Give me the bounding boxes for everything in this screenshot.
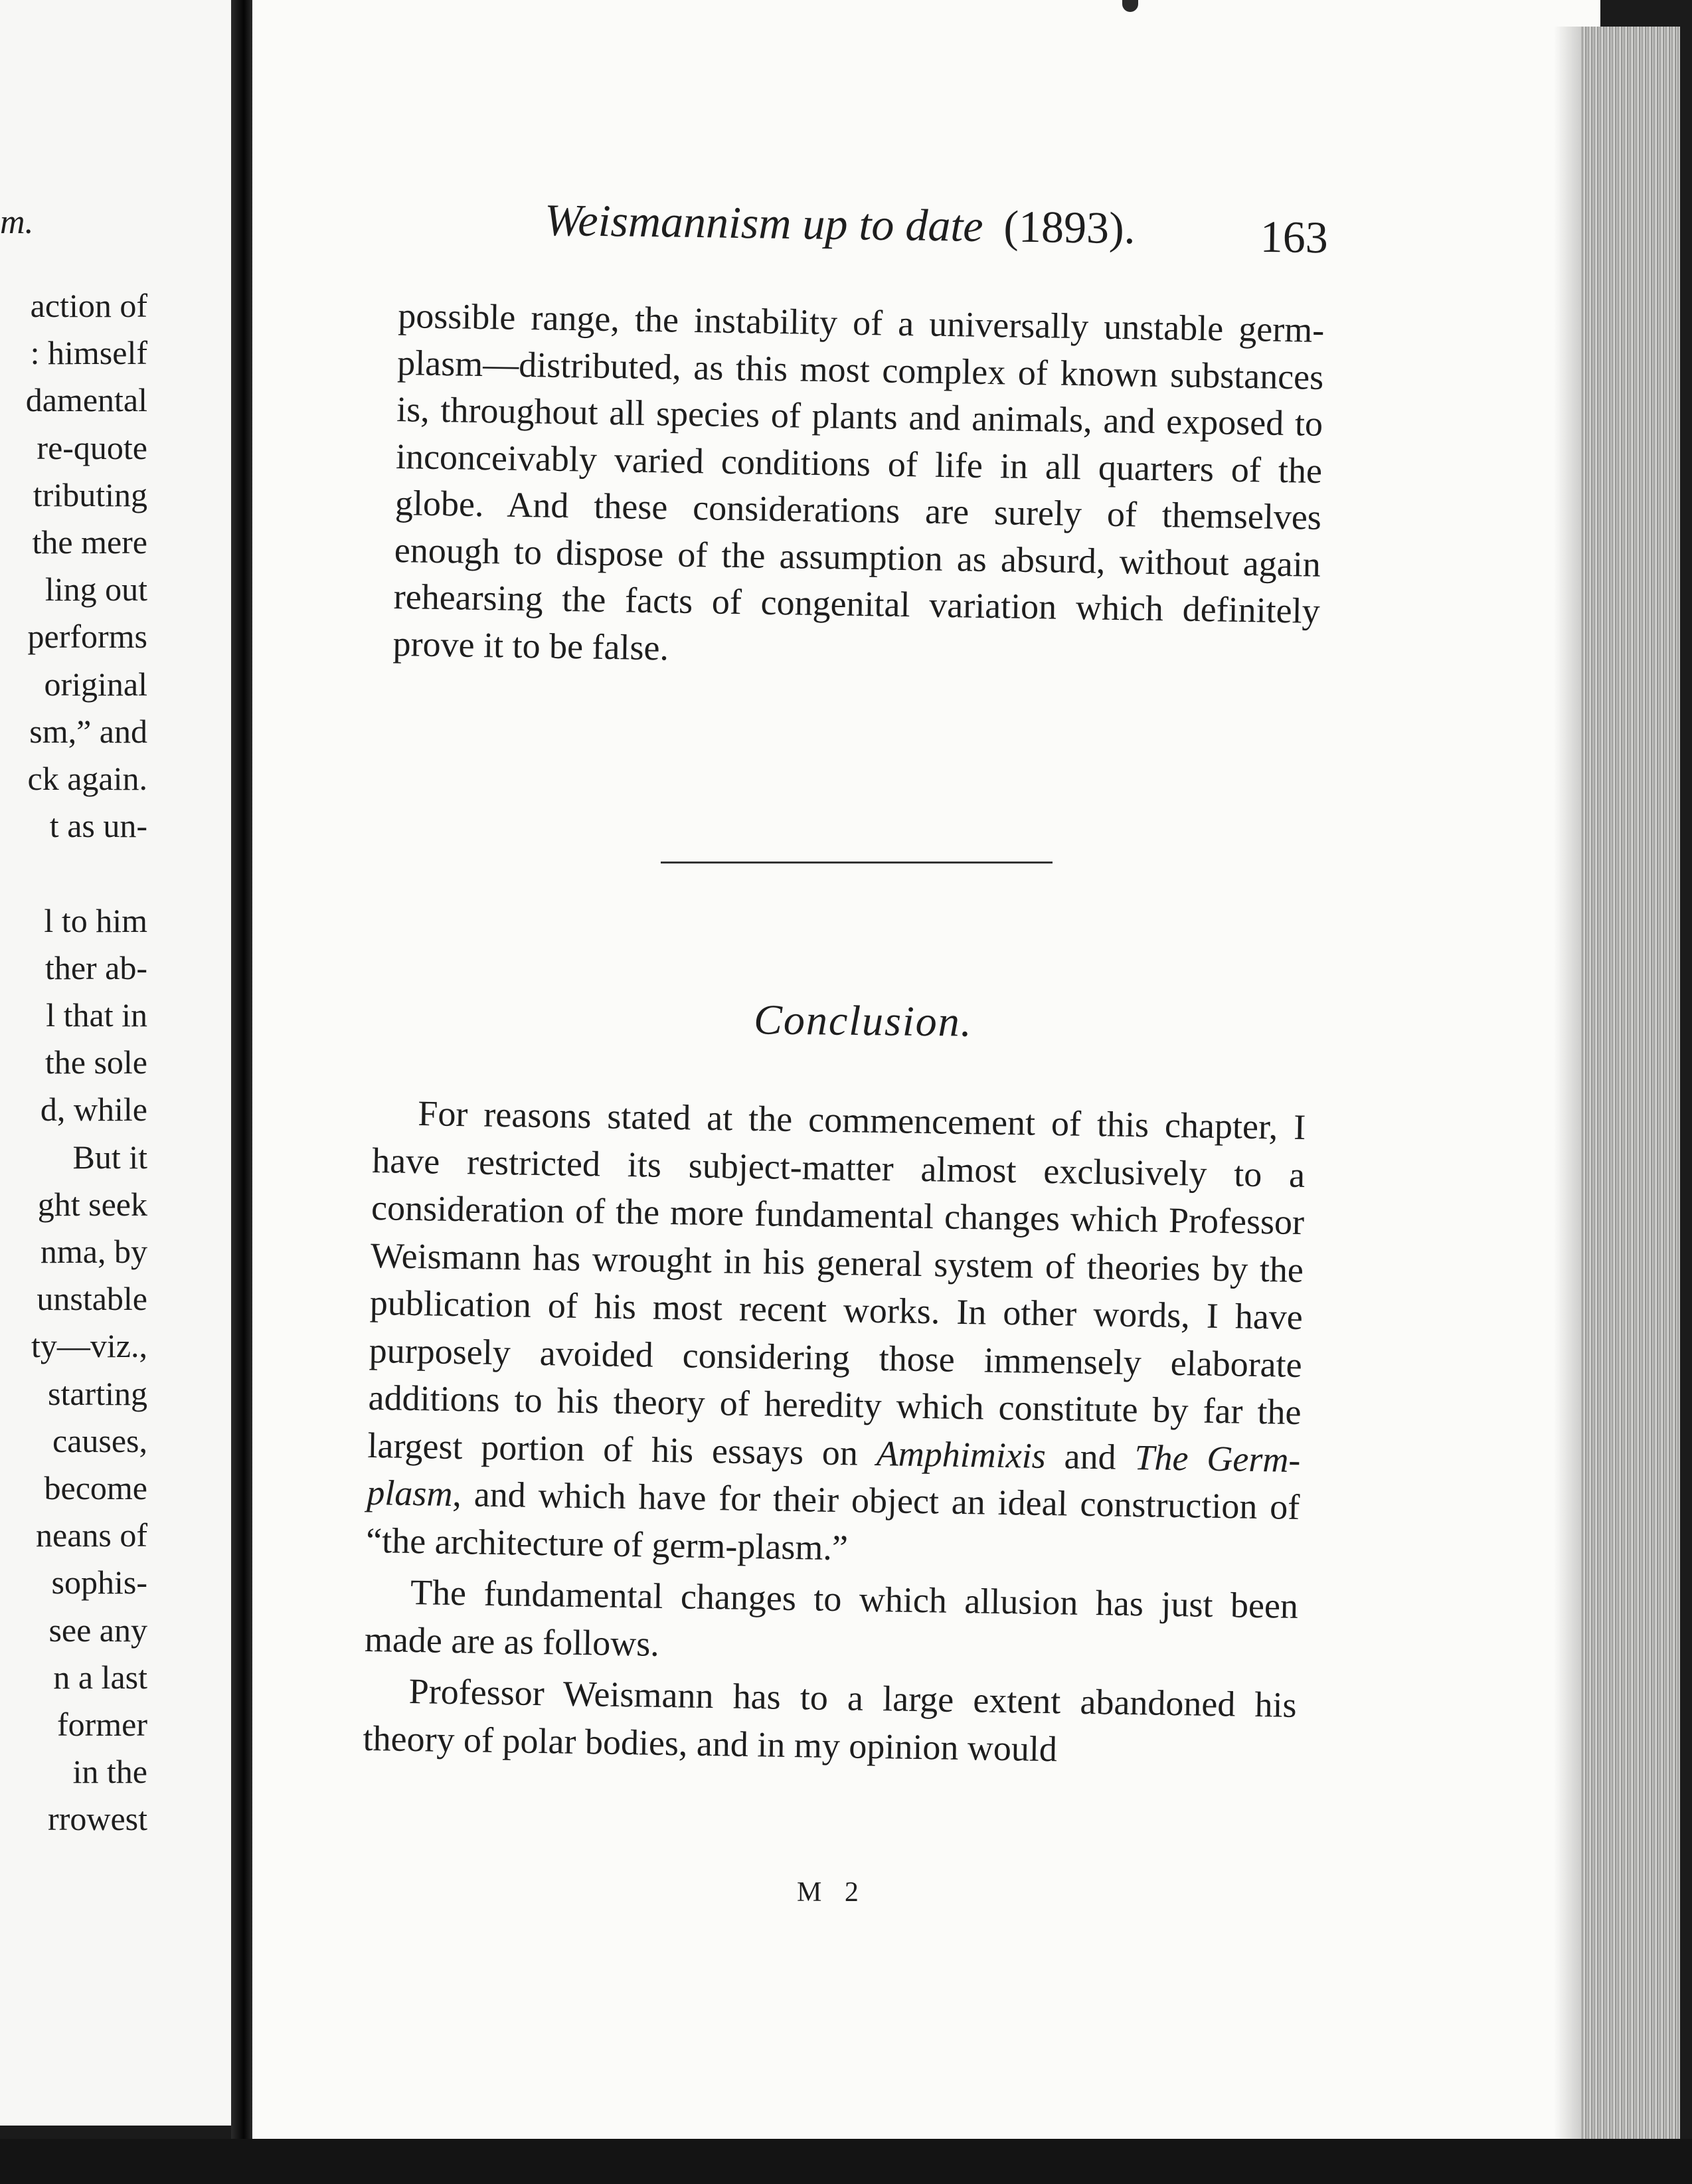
conclusion-p1-text-c: , and which have for their object an ideal construction of “the architecture of germ-plasm.” bbox=[365, 1473, 1300, 1568]
left-page-line: n a last bbox=[53, 1658, 147, 1696]
left-page-line: original bbox=[44, 665, 147, 703]
conclusion-paragraph-3: Professor Weismann has to a large extent abandoned his theory of polar bodies, and in my opinion would bbox=[363, 1671, 1298, 1769]
left-running-head-fragment: m. bbox=[0, 203, 34, 241]
left-page-line: : himself bbox=[30, 334, 147, 372]
left-page-line: neans of bbox=[36, 1516, 147, 1554]
left-page-line: unstable bbox=[37, 1280, 147, 1318]
page-number: 163 bbox=[1260, 211, 1329, 263]
book-gutter bbox=[231, 0, 252, 2159]
left-page-line: d, while bbox=[40, 1091, 147, 1129]
left-page-line: ty—viz., bbox=[31, 1327, 147, 1365]
running-head bbox=[544, 194, 1329, 263]
left-page-line: causes, bbox=[52, 1421, 147, 1459]
left-page-line: nma, by bbox=[40, 1233, 147, 1270]
previous-page bbox=[0, 0, 231, 2126]
left-page-line: performs bbox=[27, 618, 147, 656]
left-page-line: the sole bbox=[44, 1044, 147, 1081]
left-page-line: action of bbox=[30, 287, 147, 324]
scan-bottom-border bbox=[0, 2139, 1692, 2184]
left-page-line: re-quote bbox=[37, 428, 147, 466]
continued-paragraph-block bbox=[392, 292, 1325, 682]
left-page-line: rrowest bbox=[48, 1800, 147, 1838]
conclusion-heading: Conclusion. bbox=[753, 996, 973, 1046]
left-page-line: t as un- bbox=[49, 807, 147, 845]
left-page-line: l to him bbox=[44, 901, 147, 939]
amphimixis-title: Amphimixis bbox=[876, 1433, 1047, 1476]
left-page-line: damental bbox=[25, 381, 147, 419]
signature-mark: M 2 bbox=[797, 1877, 867, 1908]
left-page-line: see any bbox=[48, 1611, 147, 1649]
running-head-title: Weismannism up to date bbox=[544, 194, 984, 252]
left-page-line: former bbox=[56, 1706, 147, 1743]
conclusion-paragraph-1 bbox=[366, 1089, 1306, 1579]
running-head-year: (1893). bbox=[1003, 201, 1136, 254]
left-page-line: starting bbox=[48, 1374, 147, 1412]
continued-paragraph: possible range, the instability of a universally unstable germ-plasm—distributed, as this most complex of known substances is, throughout all species of plants and animals, and exposed to inconceivably varied conditions of life in all quarters of the globe. And these considerations are surely of themselves enough to dispose of the assumption as absurd, without again rehearsing the facts of congenital variation which definitely prove it to be false. bbox=[392, 295, 1325, 668]
left-page-line: become bbox=[44, 1469, 147, 1506]
left-page-line: ther ab- bbox=[44, 949, 147, 986]
left-page-line: the mere bbox=[32, 523, 147, 561]
left-page-line: tributing bbox=[33, 476, 147, 513]
book-fore-edge bbox=[1580, 27, 1680, 2145]
section-divider-rule bbox=[661, 862, 1053, 864]
left-page-line: sophis- bbox=[51, 1564, 147, 1601]
left-page-line: in the bbox=[72, 1753, 147, 1791]
left-page-line: ght seek bbox=[37, 1185, 147, 1223]
left-page-line: l that in bbox=[46, 996, 147, 1034]
conclusion-p1-text-a: For reasons stated at the commencement of this chapter, I have restricted its subject-matter almost exclusively to a consideration of the more fundamental changes which Professor Weismann has wrought in his general system of theories by the publication of his most recent works. In other words, I have purposely avoided considering those immensely elaborate additions to his theory of heredity which constitute by far the largest portion of his essays on bbox=[367, 1093, 1306, 1473]
conclusion-paragraph-2: The fundamental changes to which allusion has just been made are as follows. bbox=[364, 1572, 1299, 1664]
germ-plasm-title: The Germ-plasm bbox=[366, 1437, 1301, 1514]
left-page-line: But it bbox=[72, 1138, 147, 1176]
conclusion-section bbox=[363, 1089, 1306, 1777]
conclusion-p1-text-b: and bbox=[1045, 1435, 1136, 1477]
left-page-line: ck again. bbox=[27, 760, 147, 797]
left-page-line: ling out bbox=[44, 571, 147, 608]
left-page-line: sm,” and bbox=[29, 712, 147, 750]
